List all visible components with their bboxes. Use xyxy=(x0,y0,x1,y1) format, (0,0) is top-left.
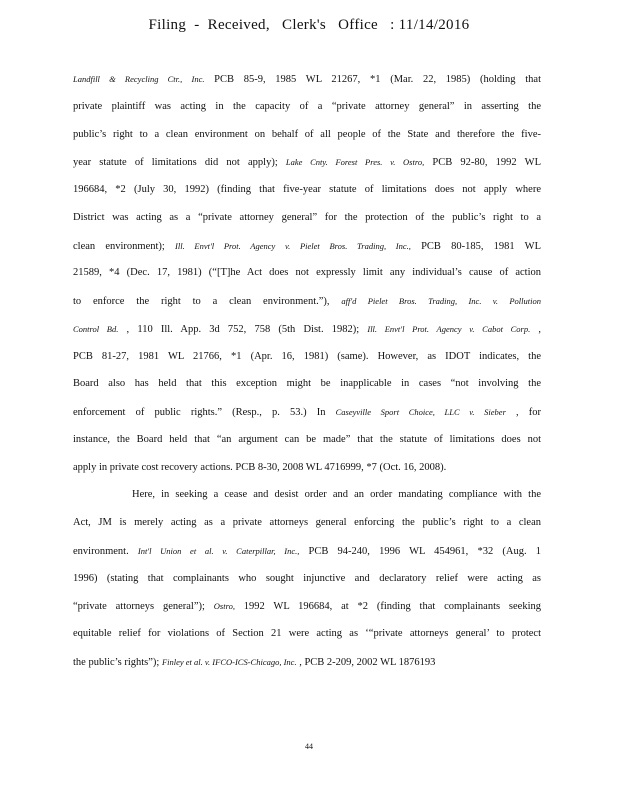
text-segment: the public’s rights”); xyxy=(73,656,162,668)
text-line xyxy=(73,181,541,209)
filing-stamp-header: Filing - Received, Clerk's Office : 11/14/2016 xyxy=(148,17,470,33)
text-segment: clean environment); xyxy=(73,240,176,252)
text-line xyxy=(73,459,541,487)
text-line xyxy=(73,514,541,542)
text-line xyxy=(73,209,541,237)
case-citation: Landfill & Recycling Ctr., Inc. xyxy=(73,74,205,84)
text-segment: , for xyxy=(505,407,541,418)
text-line xyxy=(73,264,541,292)
case-citation: Ill. Envt'l Prot. Agency v. Cabot Corp. xyxy=(367,323,531,334)
text-segment: Board also has held that this exception might be inapplicable in cases “not involving the xyxy=(73,378,541,390)
text-line xyxy=(73,348,541,376)
text-segment: PCB 80-185, 1981 WL xyxy=(410,240,541,252)
text-line xyxy=(73,292,541,320)
case-citation: Ill. Envt'l Prot. Agency v. Pielet Bros. Trading, Inc., xyxy=(175,240,411,251)
text-segment: Act, JM is merely acting as a private attorneys general enforcing the public’s right to a clean xyxy=(73,517,541,528)
text-segment: PCB 92-80, 1992 WL xyxy=(424,157,541,169)
text-segment: 21589, *4 (Dec. 17, 1981) (“[T]he Act does not expressly limit any individual’s cause of action xyxy=(73,267,541,279)
text-line xyxy=(73,153,541,181)
text-segment: , xyxy=(530,323,541,335)
case-citation: Caseyville Sport Choice, LLC v. Sieber xyxy=(335,407,506,417)
text-line xyxy=(73,542,541,570)
text-segment: enforcement of public rights.” (Resp., p. 53.) In xyxy=(73,407,336,418)
text-line xyxy=(73,570,541,598)
text-segment: year statute of limitations did not apply); xyxy=(73,157,286,169)
text-line xyxy=(73,320,541,348)
text-line xyxy=(73,237,541,265)
case-citation: Lake Cnty. Forest Pres. v. Ostro, xyxy=(285,157,425,168)
legal-brief-body xyxy=(73,70,541,681)
case-citation: Finley et al. v. IFCO-ICS-Chicago, Inc. xyxy=(161,656,297,667)
text-segment: equitable relief for violations of Section 21 were acting as ‘“private attorneys general’ to protect xyxy=(73,628,541,639)
case-citation: Int'l Union et al. v. Caterpillar, Inc., xyxy=(137,545,300,556)
text-line xyxy=(73,625,541,653)
text-line xyxy=(73,431,541,459)
text-line xyxy=(73,375,541,403)
text-segment: , 110 Ill. App. 3d 752, 758 (5th Dist. 1982); xyxy=(118,323,368,335)
text-line xyxy=(73,98,541,126)
text-line xyxy=(73,70,541,98)
text-segment: , PCB 2-209, 2002 WL 1876193 xyxy=(296,656,436,668)
text-segment: instance, the Board held that “an argument can be made” that the statute of limitations does not xyxy=(73,433,541,445)
text-segment: 1992 WL 196684, at *2 (finding that complainants seeking xyxy=(234,601,541,613)
text-segment: 196684, *2 (July 30, 1992) (finding that five-year statute of limitations does not apply where xyxy=(73,184,541,195)
case-citation: Control Bd. xyxy=(73,323,119,334)
text-segment: apply in private cost recovery actions. PCB 8-30, 2008 WL 4716999, *7 (Oct. 16, 2008). xyxy=(73,461,447,473)
text-line xyxy=(73,653,541,681)
case-citation: aff'd Pielet Bros. Trading, Inc. v. Pollution xyxy=(341,296,541,306)
text-segment: PCB 94-240, 1996 WL 454961, *32 (Aug. 1 xyxy=(299,545,541,557)
page-number: 44 xyxy=(305,742,313,751)
case-citation: Ostro, xyxy=(213,601,235,612)
text-segment: environment. xyxy=(73,545,138,557)
text-segment: PCB 81-27, 1981 WL 21766, *1 (Apr. 16, 1981) (same). However, as IDOT indicates, the xyxy=(73,350,541,362)
text-line xyxy=(73,486,541,514)
text-segment: Here, in seeking a cease and desist order and an order mandating compliance with the xyxy=(132,489,541,501)
text-line xyxy=(73,126,541,154)
text-segment: 1996) (stating that complainants who sought injunctive and declaratory relief were acting as xyxy=(73,572,541,584)
text-line xyxy=(73,403,541,431)
text-segment: District was acting as a “private attorney general” for the protection of the public’s right to a xyxy=(73,211,541,223)
text-segment: public’s right to a clean environment on behalf of all people of the State and therefore the five- xyxy=(73,128,541,140)
text-segment: private plaintiff was acting in the capacity of a “private attorney general” in asserting the xyxy=(73,100,541,112)
text-line xyxy=(73,597,541,625)
text-segment: to enforce the right to a clean environment.”), xyxy=(73,296,342,307)
text-segment: “private attorneys general”); xyxy=(73,601,214,613)
text-segment: PCB 85-9, 1985 WL 21267, *1 (Mar. 22, 1985) (holding that xyxy=(204,74,541,85)
